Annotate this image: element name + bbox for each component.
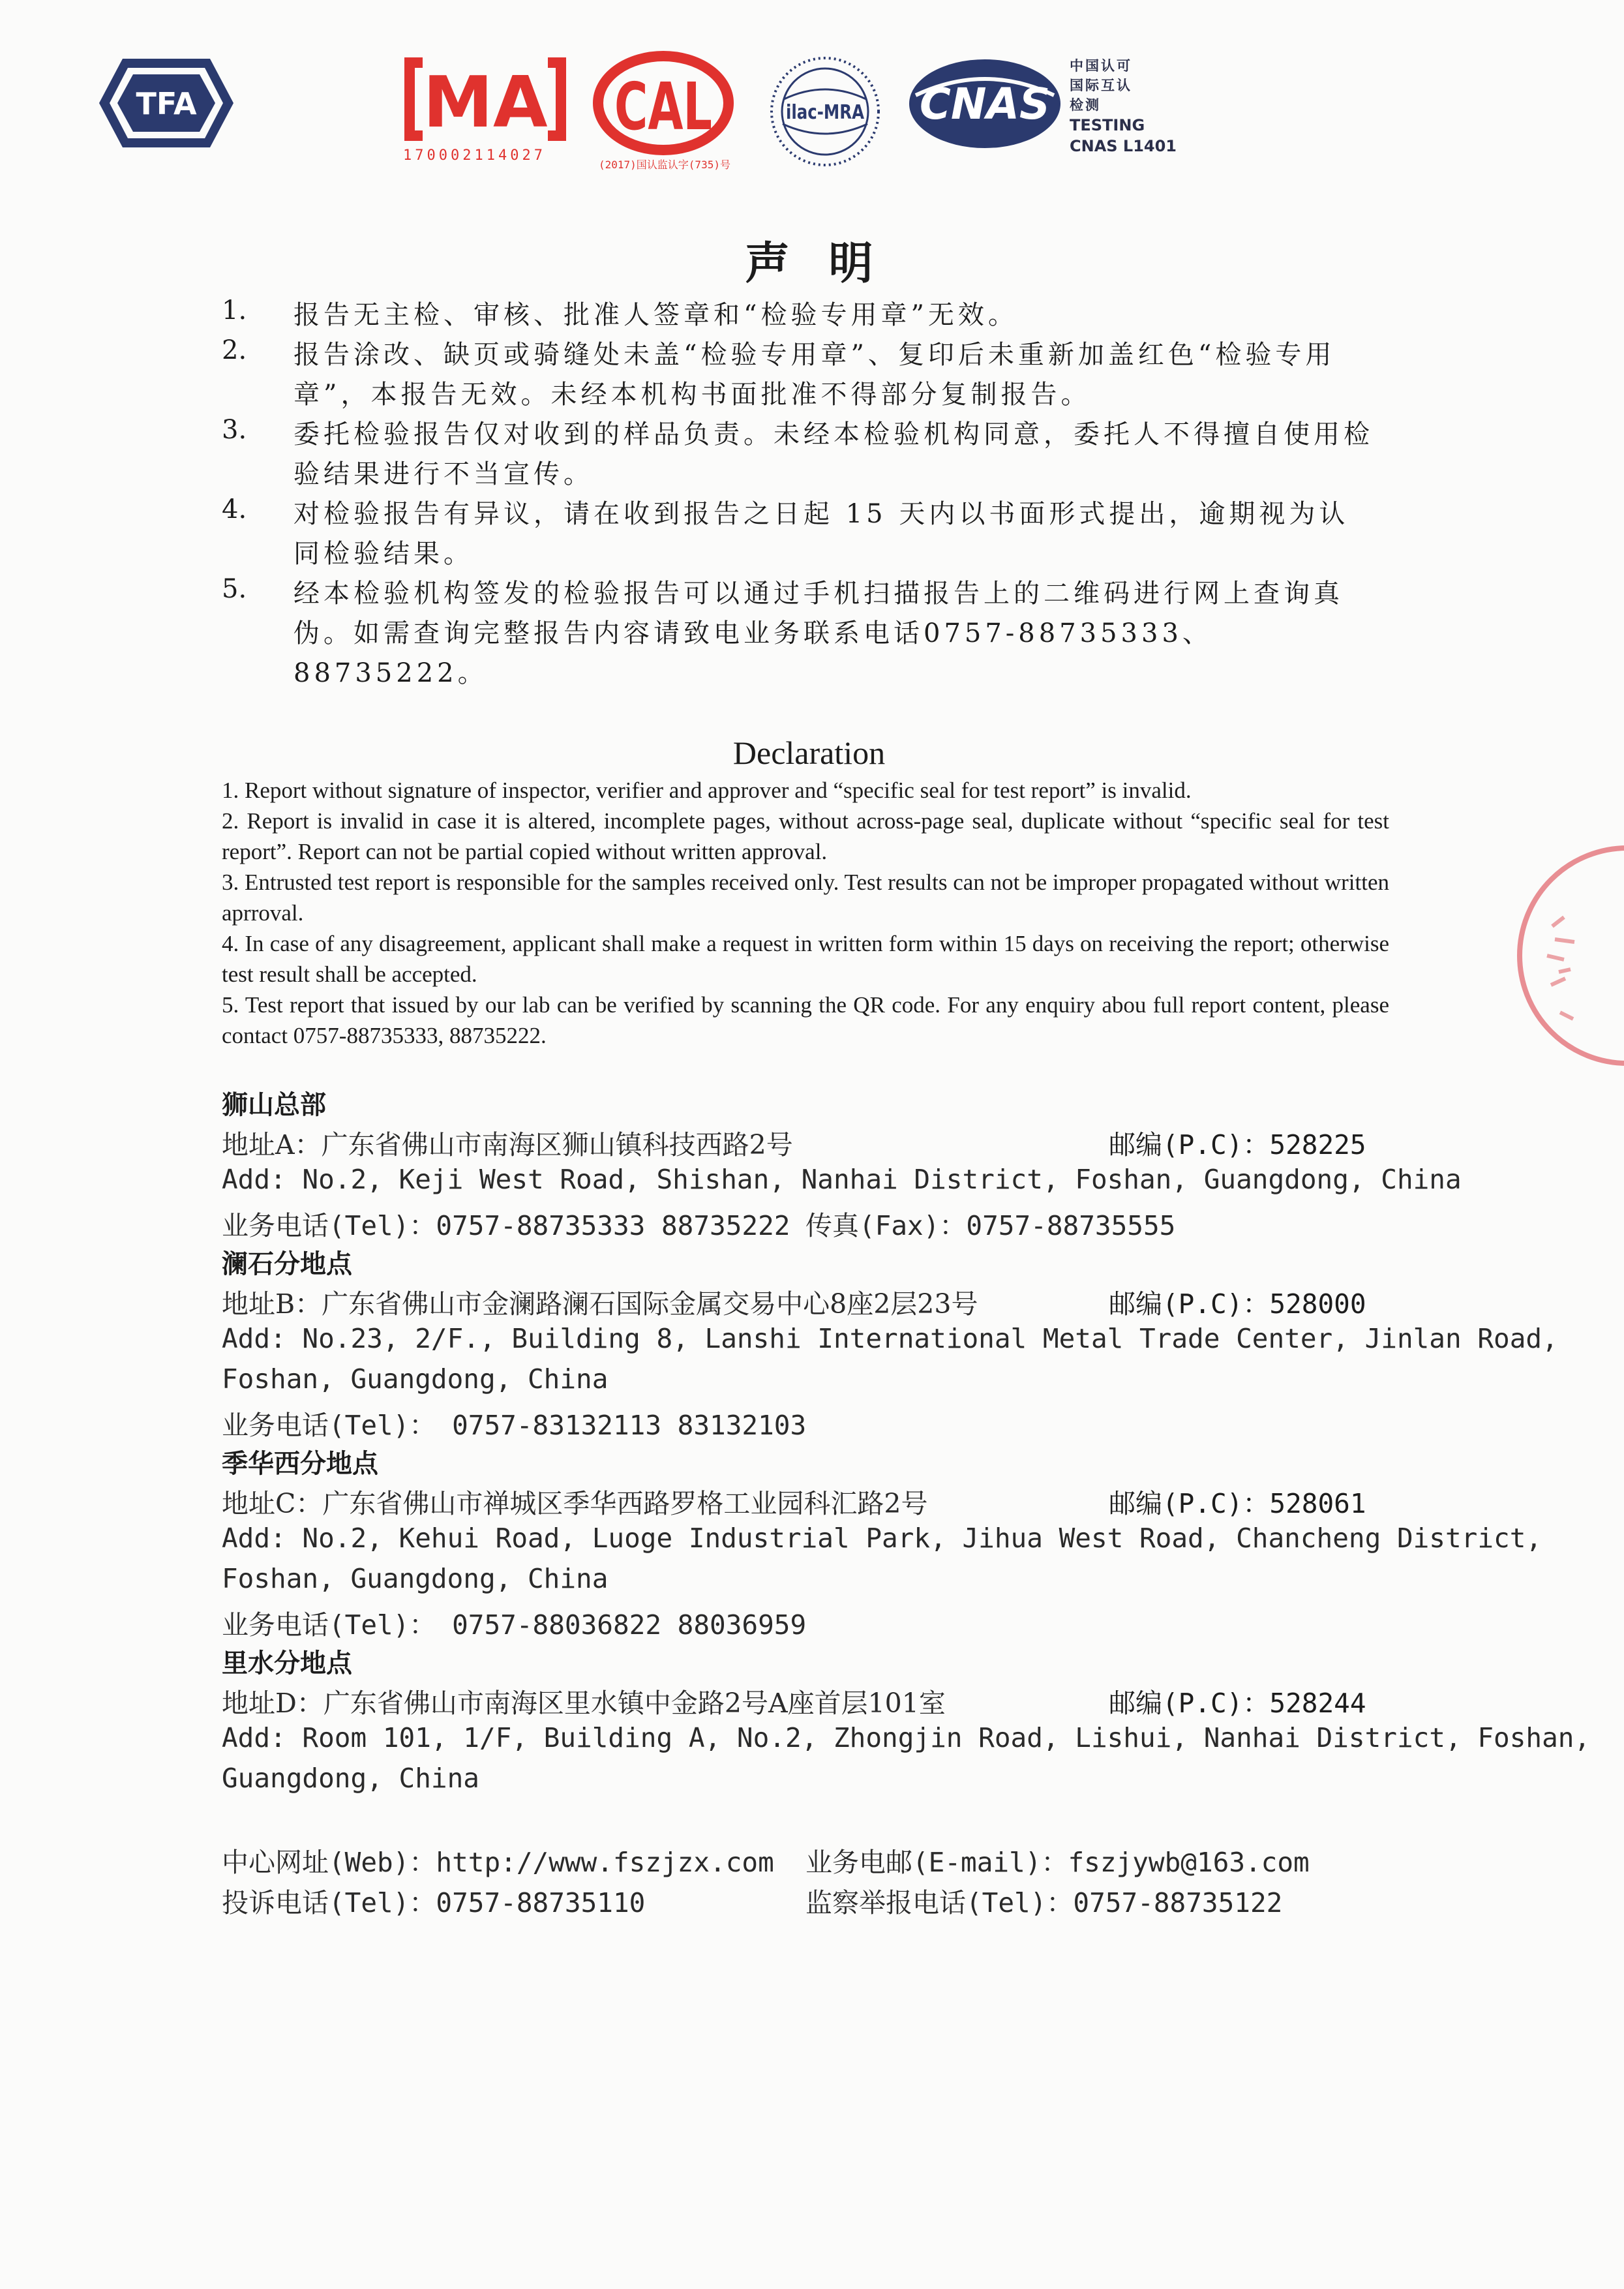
cn-item-text: 报告涂改、缺页或骑缝处未盖“检验专用章”、复印后未重新加盖红色“检验专用章”，本报告无效。未经本机构书面批准不得部分复制报告。 <box>293 340 1336 410</box>
cal-number: (2017)国认监认字(735)号 <box>599 159 730 171</box>
contact-email: 业务电邮(E-mail)：fszjywb@163.com <box>805 1847 1310 1878</box>
cn-item-number: 2. <box>222 335 247 365</box>
en-item-4: 4. In case of any disagreement, applicant shall make a request in written form within 15 days on receiving the report; otherwise test result shall be accepted. <box>222 931 1389 987</box>
location-c-address-en-2: Foshan, Guangdong, China <box>222 1563 609 1594</box>
location-a-phone: 业务电话(Tel)：0757-88735333 88735222 <box>222 1210 790 1241</box>
declaration-title-cn: 声明 <box>745 238 912 290</box>
contact-web: 中心网址(Web)：http://www.fszjzx.com <box>222 1847 774 1878</box>
en-item-3: 3. Entrusted test report is responsible for the samples received only. Test results can not be improper propagated without written aprroval. <box>222 870 1389 926</box>
cnas-cn-line-2: 国际互认 <box>1070 78 1132 93</box>
en-item-2: 2. Report is invalid in case it is altered, incomplete pages, without across-page seal, duplicate without “specific seal for test report”. Report can not be partial copied without written approval. <box>222 808 1389 864</box>
cn-item-number: 3. <box>222 415 247 445</box>
location-b-phone: 业务电话(Tel)： 0757-83132113 83132103 <box>222 1410 807 1441</box>
en-item-1: 1. Report without signature of inspector, verifier and approver and “specific seal for test report” is invalid. <box>222 778 1192 803</box>
contact-complaint-tel: 投诉电话(Tel)：0757-88735110 <box>222 1887 646 1918</box>
location-c-address-en-1: Add: No.2, Kehui Road, Luoge Industrial Park, Jihua West Road, Chancheng District, <box>222 1523 1542 1554</box>
location-d-address-en-2: Guangdong, China <box>222 1763 479 1794</box>
cnas-text: CNAS <box>920 79 1050 129</box>
cn-item-text: 经本检验机构签发的检验报告可以通过手机扫描报告上的二维码进行网上查询真伪。如需查询完整报告内容请致电业务联系电话0757-88735333、88735222。 <box>293 579 1344 688</box>
cma-number: 170002114027 <box>403 147 546 164</box>
location-b-address-en-1: Add: No.23, 2/F., Building 8, Lanshi International Metal Trade Center, Jinlan Road, <box>222 1323 1558 1354</box>
location-b-address-en-2: Foshan, Guangdong, China <box>222 1363 609 1395</box>
cn-item-text: 委托检验报告仅对收到的样品负责。未经本检验机构同意，委托人不得擅自使用检验结果进行不当宣传。 <box>293 419 1374 489</box>
location-d-address-en-1: Add: Room 101, 1/F, Building A, No.2, Zhongjin Road, Lishui, Nanhai District, Foshan, <box>222 1722 1591 1753</box>
location-c-name: 季华西分地点 <box>222 1449 378 1479</box>
en-item-5: 5. Test report that issued by our lab can be verified by scanning the QR code. For any enquiry abou full report content, please contact 0757-88735333, 88735222. <box>222 992 1389 1048</box>
cnas-logo <box>907 56 1063 151</box>
cn-item-text: 报告无主检、审核、批准人签章和“检验专用章”无效。 <box>293 300 1018 330</box>
location-b-postcode: 邮编(P.C)：528000 <box>1109 1288 1366 1320</box>
tfa-text: TFA <box>136 86 197 121</box>
location-a-postcode: 邮编(P.C)：528225 <box>1109 1129 1366 1160</box>
location-b-name: 澜石分地点 <box>222 1249 352 1279</box>
location-b-address-cn: 地址B：广东省佛山市金澜路澜石国际金属交易中心8座2层23号 <box>222 1288 978 1320</box>
seal-stamp <box>1513 841 1624 1070</box>
location-c-postcode: 邮编(P.C)：528061 <box>1109 1488 1366 1519</box>
location-a-address-en: Add: No.2, Keji West Road, Shishan, Nanhai District, Foshan, Guangdong, China <box>222 1164 1462 1195</box>
cnas-en-line-1: TESTING <box>1070 116 1145 134</box>
cnas-note <box>1070 56 1177 157</box>
cn-item-number: 1. <box>222 296 247 326</box>
location-a-name: 狮山总部 <box>222 1090 326 1120</box>
cn-item-number: 4. <box>222 494 247 524</box>
cma-text: MA <box>423 62 548 144</box>
cnas-en-line-2: CNAS L1401 <box>1070 137 1177 155</box>
tfa-logo <box>97 55 236 151</box>
cnas-cn-line-3: 检测 <box>1070 97 1101 113</box>
cal-logo <box>590 52 737 170</box>
location-d-address-cn: 地址D：广东省佛山市南海区里水镇中金路2号A座首层101室 <box>222 1688 946 1719</box>
location-d-postcode: 邮编(P.C)：528244 <box>1109 1688 1366 1719</box>
location-a-fax: 传真(Fax)：0757-88735555 <box>805 1210 1176 1241</box>
location-c-phone: 业务电话(Tel)： 0757-88036822 88036959 <box>222 1609 807 1641</box>
contact-supervision-tel: 监察举报电话(Tel)：0757-88735122 <box>805 1887 1283 1918</box>
ilac-mra-logo <box>763 53 887 170</box>
cal-text: CAL <box>614 68 712 145</box>
location-c-address-cn: 地址C：广东省佛山市禅城区季华西路罗格工业园科汇路2号 <box>222 1488 928 1519</box>
location-d-name: 里水分地点 <box>222 1648 352 1678</box>
ilac-text: ilac-MRA <box>786 101 865 124</box>
cnas-cn-line-1: 中国认可 <box>1070 58 1132 74</box>
location-a-address-cn: 地址A：广东省佛山市南海区狮山镇科技西路2号 <box>222 1129 793 1160</box>
cn-item-number: 5. <box>222 574 247 604</box>
declaration-title-en: Declaration <box>732 735 886 771</box>
cn-item-text: 对检验报告有异议，请在收到报告之日起 15 天内以书面形式提出，逾期视为认同检验结果。 <box>293 499 1349 569</box>
